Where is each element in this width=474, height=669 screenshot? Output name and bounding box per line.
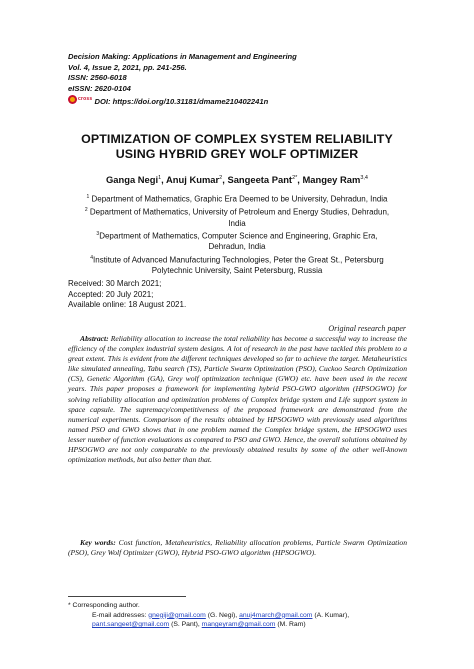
email-link[interactable]: anuj4march@gmail.com — [239, 611, 313, 619]
affiliation-text: Department of Mathematics, Graphic Era Deemed to be University, Dehradun, India — [89, 194, 388, 204]
email-link[interactable]: gnegiji@gmail.com — [148, 611, 206, 619]
author-name: Sangeeta Pant — [227, 174, 293, 186]
author-affiliation-mark: 2* — [292, 175, 298, 181]
journal-eissn: eISSN: 2620-0104 — [68, 83, 131, 93]
affiliation-2 — [62, 205, 412, 218]
email-prefix: E-mail addresses: — [92, 611, 149, 619]
keywords — [68, 538, 407, 558]
corresponding-author-note: * Corresponding author. — [68, 602, 140, 609]
article-type: Original research paper — [328, 324, 406, 333]
crossmark-icon[interactable] — [68, 94, 92, 105]
affiliation-mark: 2 — [84, 207, 88, 214]
abstract — [68, 334, 407, 465]
author-list — [40, 172, 434, 186]
journal-issn: ISSN: 2560-6018 — [68, 73, 127, 83]
author-affiliation-mark: 3,4 — [360, 175, 368, 181]
affiliation-3-cont: Dehradun, India — [208, 242, 266, 252]
affiliation-4-cont: Polytechnic University, Saint Petersburg, Russia — [151, 266, 323, 276]
author-affiliation-mark: 1 — [158, 175, 162, 181]
email-link[interactable]: pant.sangeet@gmail.com — [92, 621, 170, 629]
author-name: Ganga Negi — [106, 174, 159, 186]
title-line-2: USING HYBRID GREY WOLF OPTIMIZER — [115, 147, 359, 161]
affiliation-text: Institute of Advanced Manufacturing Technologies, Peter the Great St., Petersburg — [93, 255, 384, 265]
author-affiliation-mark: 2 — [219, 175, 223, 181]
title-line-1: OPTIMIZATION OF COMPLEX SYSTEM RELIABILITY — [81, 132, 393, 146]
keywords-text: Cost function, Metaheuristics, Reliability allocation problems, Particle Swarm Optimization (PSO), Grey Wolf Optimizer (GWO), Hybrid PSO-GWO algorithm (HPSOGWO). — [68, 538, 407, 558]
paper-title — [40, 132, 434, 162]
affiliation-mark: 1 — [86, 194, 90, 200]
email-addresses — [68, 611, 408, 630]
author-name: Anuj Kumar — [166, 174, 220, 186]
author-name: Mangey Ram — [302, 174, 361, 186]
journal-name: Decision Making: Applications in Management and Engineering — [68, 52, 297, 61]
affiliation-4 — [62, 253, 412, 266]
email-owner: (M. Ram) — [275, 621, 306, 629]
journal-header — [68, 52, 428, 108]
affiliation-text: Department of Mathematics, University of Petroleum and Energy Studies, Dehradun, — [87, 207, 390, 217]
affiliation-mark: 3 — [96, 231, 100, 238]
affiliations — [62, 192, 412, 277]
author-separator: , — [222, 174, 228, 186]
doi-row — [68, 94, 428, 107]
footnote — [68, 601, 408, 630]
abstract-text: Reliability allocation to increase the total reliability has become a successful way to increase the efficiency of the complex industrial system designs. A lot of research in the past have tackled this problem to a great extent. This is evident from the different techniques developed so far to achieve the target. Metaheuristics like simulated annealing, Tabu search (TS), Particle Swarm Optimization (PSO), Cuckoo Search Optimization (CS), Genetic Algorithm (GA), Grey wolf optimization technique (GWO) etc. have been used in the recent years. This paper proposes a framework for implementing hybrid PSO-GWO algorithm (HPSOGWO) for solving reliability allocation and optimization problems of Complex bridge system and Life support system in space capsule. The supremacy/competitiveness of the proposed framework are demonstrated from the numerical experiments. Comparison of the results obtained by HPSOGWO with previously used algorithms named PSO and GWO shows that in one problem named the Complex bridge system, the HPSOGWO uses lesser number of function evaluations as compared to PSO and GWO. Hence, the overall solutions obtained by HPSOGWO are not only comparable to the previously obtained results by some of the other well-known optimization methods, but also better than that. — [68, 334, 407, 465]
email-owner: (G. Negi), — [205, 611, 240, 619]
doi-link[interactable]: DOI: https://doi.org/10.31181/dmame210402241n — [94, 97, 269, 107]
email-link[interactable]: mangeyram@gmail.com — [201, 621, 276, 629]
affiliation-2-cont: India — [228, 218, 246, 228]
article-dates — [68, 279, 368, 311]
footnote-divider — [68, 596, 186, 597]
affiliation-mark: 4 — [90, 254, 94, 261]
author-separator: , — [161, 174, 167, 186]
received-date: Received: 30 March 2021; — [68, 279, 162, 288]
affiliation-text: Department of Mathematics, Computer Science and Engineering, Graphic Era, — [99, 231, 378, 241]
affiliation-1 — [62, 192, 412, 205]
crossmark-word: cross — [78, 96, 93, 103]
abstract-label: Abstract: — [80, 334, 109, 343]
online-date: Available online: 18 August 2021. — [68, 300, 187, 310]
accepted-date: Accepted: 20 July 2021; — [68, 289, 154, 299]
author-separator: , — [297, 174, 303, 186]
crossmark-badge-icon — [68, 95, 77, 104]
journal-volume: Vol. 4, Issue 2, 2021, pp. 241-256. — [68, 62, 187, 72]
email-owner: (S. Pant), — [169, 621, 202, 629]
keywords-label: Key words: — [80, 538, 116, 547]
email-owner: (A. Kumar), — [312, 611, 350, 619]
affiliation-3 — [62, 229, 412, 242]
